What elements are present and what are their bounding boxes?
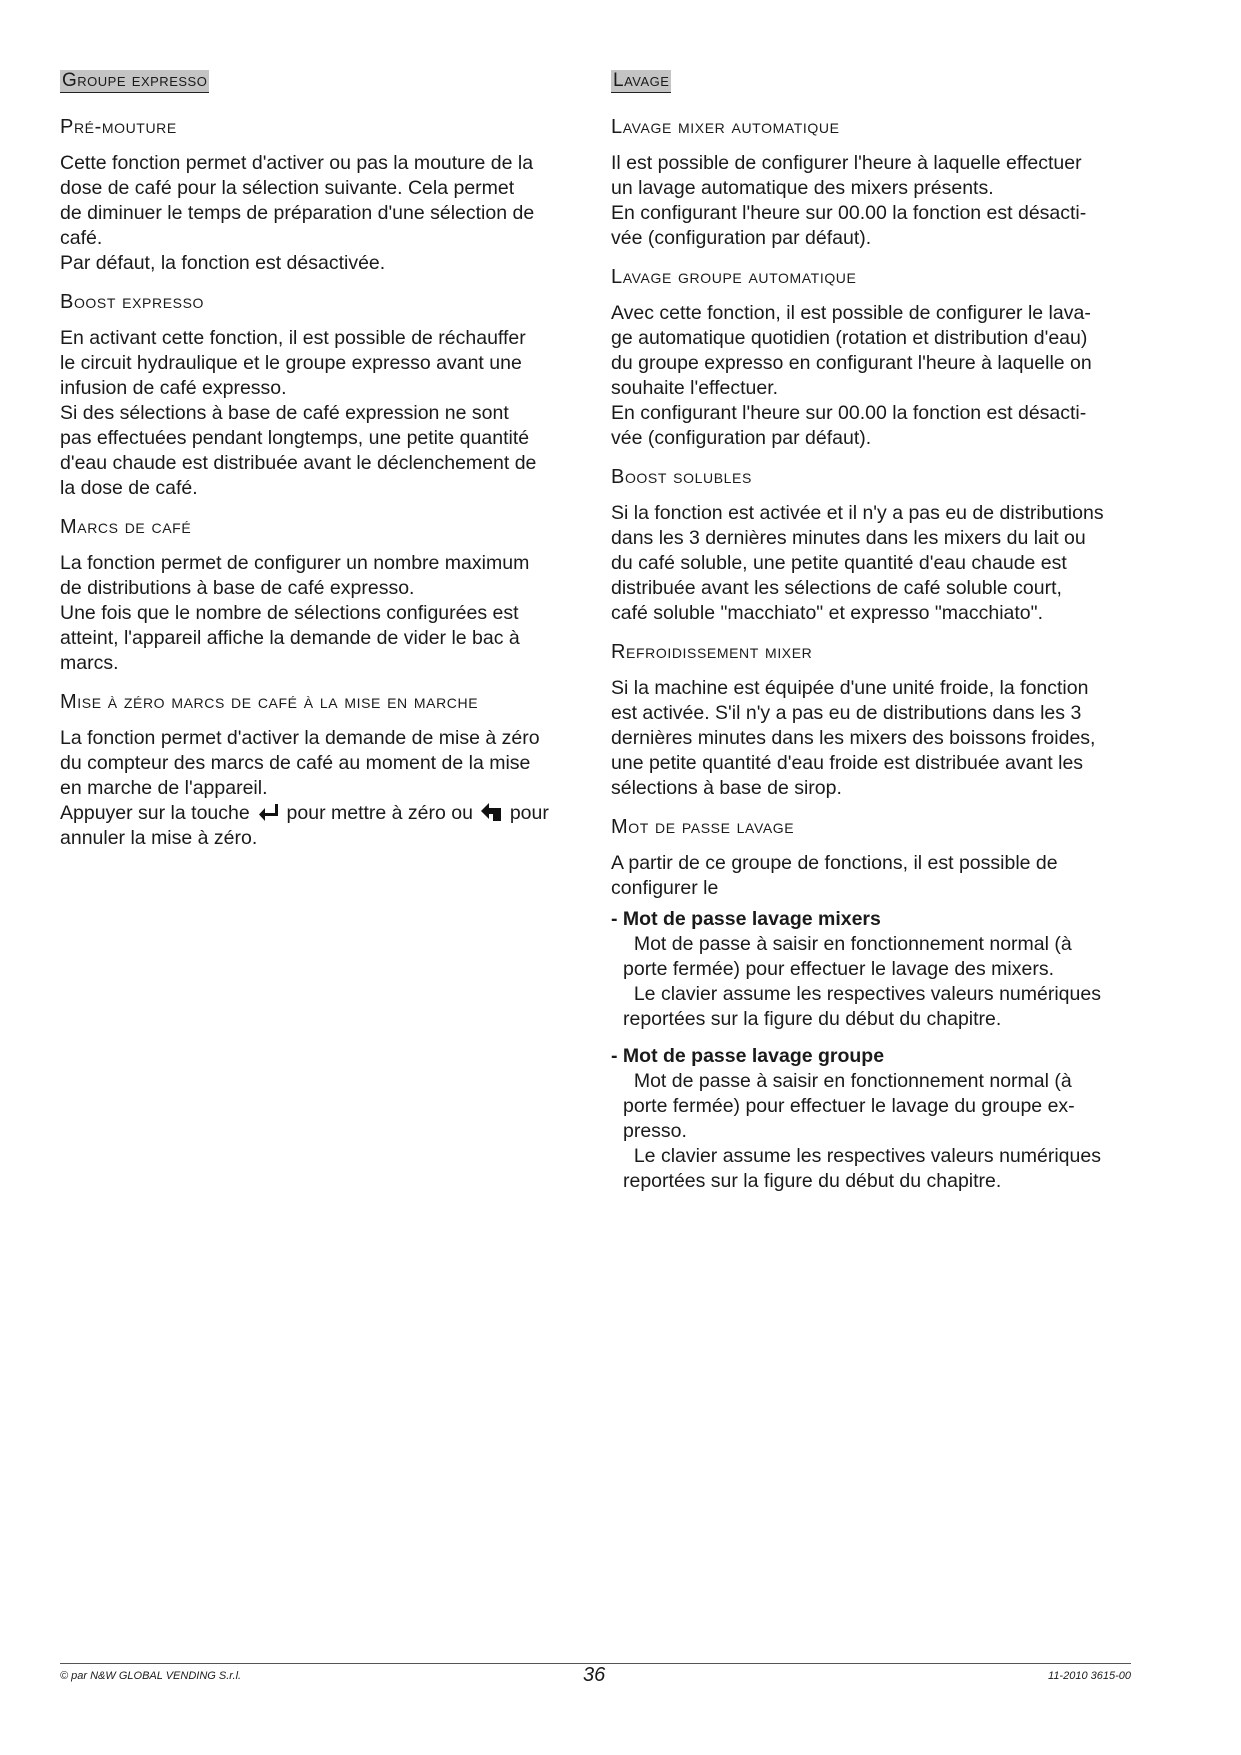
text-line: Il est possible de configurer l'heure à laquelle effectuer [611,152,1082,174]
text-line: Cette fonction permet d'activer ou pas la mouture de la [60,152,534,174]
text-line: Mot de passe à saisir en fonctionnement normal (à [623,933,1072,955]
text-line: le circuit hydraulique et le groupe expresso avant une [60,352,522,374]
text-line: café. [60,227,103,249]
text-line: atteint, l'appareil affiche la demande de vider le bac à [60,627,520,649]
text-line: Par défaut, la fonction est désactivée. [60,252,386,274]
bullet-body-mot-de-passe-mixers [623,932,1136,1032]
paragraph-boost-expresso [60,326,572,501]
text-line: dernières minutes dans les mixers des boissons froides, [611,727,1096,749]
text-line: En configurant l'heure sur 00.00 la fonction est désacti- [611,402,1087,424]
section-label-groupe-expresso: Groupe expresso [62,70,208,91]
text-line: En configurant l'heure sur 00.00 la fonction est désacti- [611,202,1087,224]
footer-copyright: © par N&W GLOBAL VENDING S.r.l. [60,1670,242,1682]
text-line: la dose de café. [60,477,198,499]
paragraph-lavage-groupe-automatique [611,301,1136,451]
bullet-body-mot-de-passe-groupe [623,1069,1136,1194]
text-line: A partir de ce groupe de fonctions, il est possible de [611,852,1058,874]
paragraph-mot-de-passe-lavage [611,851,1136,901]
text-line: Le clavier assume les respectives valeurs numériques [623,983,1101,1005]
text-line: une petite quantité d'eau froide est distribuée avant les [611,752,1084,774]
text-line: En activant cette fonction, il est possible de réchauffer [60,327,526,349]
paragraph-pre-mouture [60,151,572,276]
text-line: de diminuer le temps de préparation d'une sélection de [60,202,535,224]
text-line: presso. [623,1120,687,1142]
text-line: distribuée avant les sélections de café soluble court, [611,577,1062,599]
section-label-lavage: Lavage [613,70,670,91]
text-line: dans les 3 dernières minutes dans les mixers du lait ou [611,527,1086,549]
text-fragment: Appuyer sur la touche [60,802,250,824]
paragraph-boost-solubles [611,501,1136,626]
text-line: du groupe expresso en configurant l'heure à laquelle on [611,352,1092,374]
text-line: porte fermée) pour effectuer le lavage du groupe ex- [623,1095,1075,1117]
text-line: d'eau chaude est distribuée avant le déclenchement de [60,452,537,474]
text-line: du compteur des marcs de café au moment de la mise [60,752,531,774]
heading-mise-a-zero-marcs: Mise à zéro marcs de café à la mise en marche [60,691,479,713]
enter-key-icon [257,802,279,822]
heading-refroidissement-mixer: Refroidissement mixer [611,641,813,663]
right-column [611,70,1136,1206]
page-footer [60,1663,1131,1686]
text-line: reportées sur la figure du début du chapitre. [623,1170,1002,1192]
text-fragment: pour mettre à zéro ou [286,802,473,824]
text-fragment: pour [509,802,549,824]
heading-marcs-de-cafe: Marcs de café [60,516,192,538]
text-line: souhaite l'effectuer. [611,377,779,399]
heading-boost-solubles: Boost solubles [611,466,752,488]
text-line: Le clavier assume les respectives valeurs numériques [623,1145,1101,1167]
text-line: pas effectuées pendant longtemps, une petite quantité [60,427,530,449]
text-line: Si la fonction est activée et il n'y a pas eu de distributions [611,502,1104,524]
left-column [60,70,572,865]
text-line: annuler la mise à zéro. [60,827,258,849]
text-line: café soluble "macchiato" et expresso "macchiato". [611,602,1043,624]
paragraph-mise-a-zero-marcs [60,726,572,851]
text-line: Avec cette fonction, il est possible de configurer le lava- [611,302,1091,324]
paragraph-refroidissement-mixer [611,676,1136,801]
text-line: infusion de café expresso. [60,377,287,399]
text-line: marcs. [60,652,119,674]
text-line: de distributions à base de café expresso. [60,577,415,599]
text-line: La fonction permet de configurer un nombre maximum [60,552,530,574]
text-line: Si des sélections à base de café expression ne sont [60,402,509,424]
text-line: dose de café pour la sélection suivante. Cela permet [60,177,515,199]
text-line: un lavage automatique des mixers présents. [611,177,994,199]
text-line: du café soluble, une petite quantité d'eau chaude est [611,552,1067,574]
paragraph-marcs-de-cafe [60,551,572,676]
text-line: Une fois que le nombre de sélections configurées est [60,602,519,624]
text-line: ge automatique quotidien (rotation et distribution d'eau) [611,327,1088,349]
text-line: sélections à base de sirop. [611,777,842,799]
heading-boost-expresso: Boost expresso [60,291,204,313]
heading-pre-mouture: Pré-mouture [60,116,177,138]
text-line: configurer le [611,877,719,899]
bullet-title-mot-de-passe-groupe: - Mot de passe lavage groupe [611,1045,885,1067]
footer-doc-code: 11-2010 3615-00 [1048,1670,1131,1682]
text-line: Mot de passe à saisir en fonctionnement normal (à [623,1070,1072,1092]
text-line: en marche de l'appareil. [60,777,268,799]
text-line: vée (configuration par défaut). [611,427,872,449]
paragraph-lavage-mixer-automatique [611,151,1136,251]
text-line: est activée. S'il n'y a pas eu de distributions dans les 3 [611,702,1082,724]
bullet-title-mot-de-passe-mixers: - Mot de passe lavage mixers [611,908,881,930]
page-number: 36 [583,1664,606,1686]
heading-lavage-mixer-automatique: Lavage mixer automatique [611,116,840,138]
heading-lavage-groupe-automatique: Lavage groupe automatique [611,266,857,288]
text-line: reportées sur la figure du début du chapitre. [623,1008,1002,1030]
text-line: Si la machine est équipée d'une unité froide, la fonction [611,677,1089,699]
escape-key-icon [480,802,502,822]
key-instruction-line [60,801,572,826]
text-line: vée (configuration par défaut). [611,227,872,249]
text-line: La fonction permet d'activer la demande de mise à zéro [60,727,540,749]
heading-mot-de-passe-lavage: Mot de passe lavage [611,816,795,838]
text-line: porte fermée) pour effectuer le lavage des mixers. [623,958,1055,980]
